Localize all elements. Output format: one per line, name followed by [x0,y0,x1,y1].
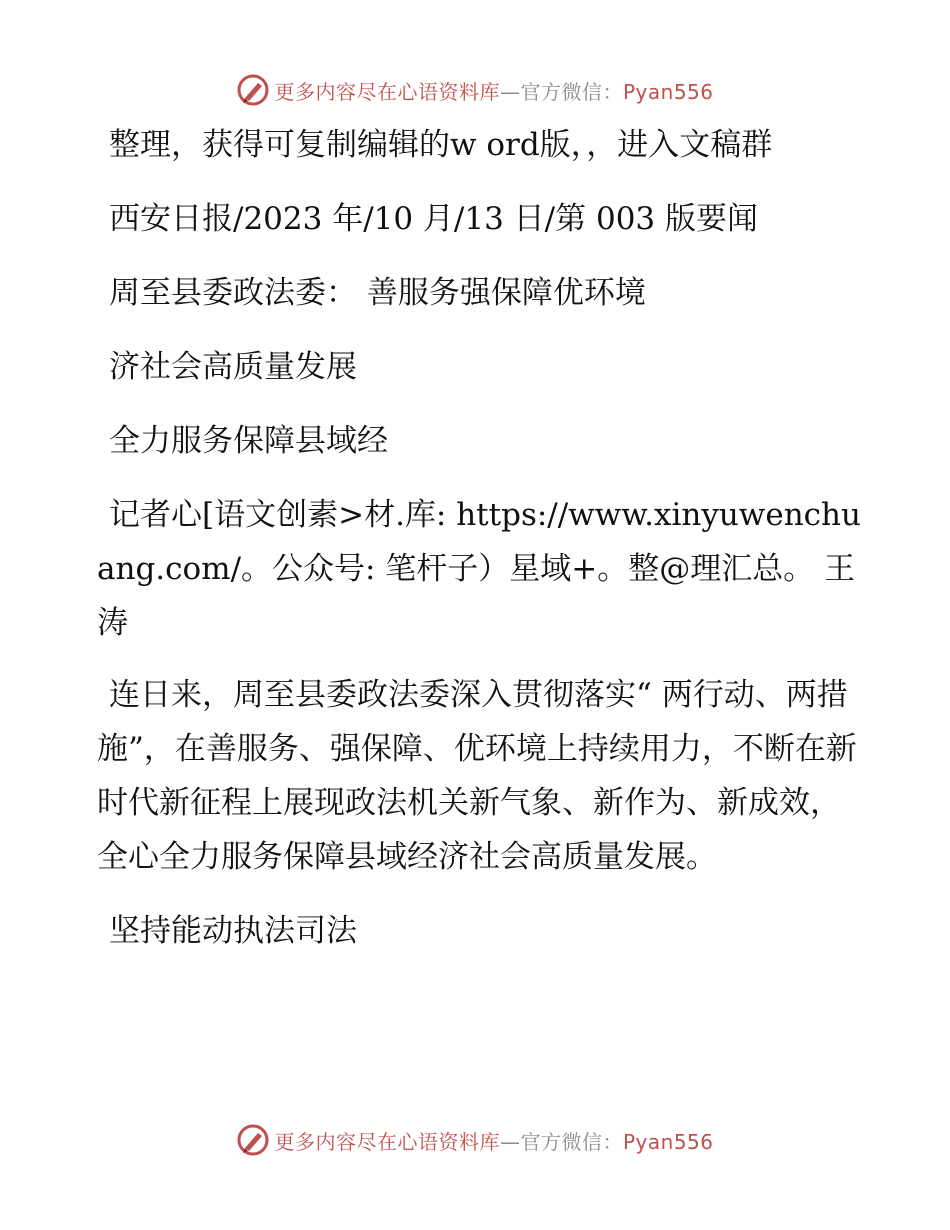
watermark-text: 更多内容尽在心语资料库—官方微信：Pyan556 [274,79,714,104]
paragraph-title-line2: 济社会高质量发展 [109,349,357,385]
pen-logo-icon [236,73,270,107]
paragraph-intro: 整理，获得可复制编辑的w ord版，，进入文稿群 [109,127,773,163]
pen-logo-icon [236,1123,270,1157]
paragraph-byline: 记者心[语文创素>材.库: https://www.xinyuwenchuang.com/。公众号: 笔杆子）星域+。整@理汇总。 王涛 [97,497,861,641]
header-watermark-banner [0,68,950,112]
paragraph-title-line3: 全力服务保障县域经 [109,423,388,459]
paragraph-body: 连日来，周至县委政法委深入贯彻落实“ 两行动、两措施”，在善服务、强保障、优环境上持续用力，不断在新时代新征程上展现政法机关新气象、新作为、新成效，全心全力服务保障县域经济社会高质量发展。 [97,677,857,875]
watermark-text: 更多内容尽在心语资料库—官方微信：Pyan556 [274,1129,714,1154]
footer-watermark-banner [0,1118,950,1162]
document-body [97,118,867,978]
paragraph-subheading: 坚持能动执法司法 [109,913,357,949]
paragraph-title-line1: 周至县委政法委： 善服务强保障优环境 [109,275,646,311]
paragraph-source: 西安日报/2023 年/10 月/13 日/第 003 版要闻 [109,201,759,237]
